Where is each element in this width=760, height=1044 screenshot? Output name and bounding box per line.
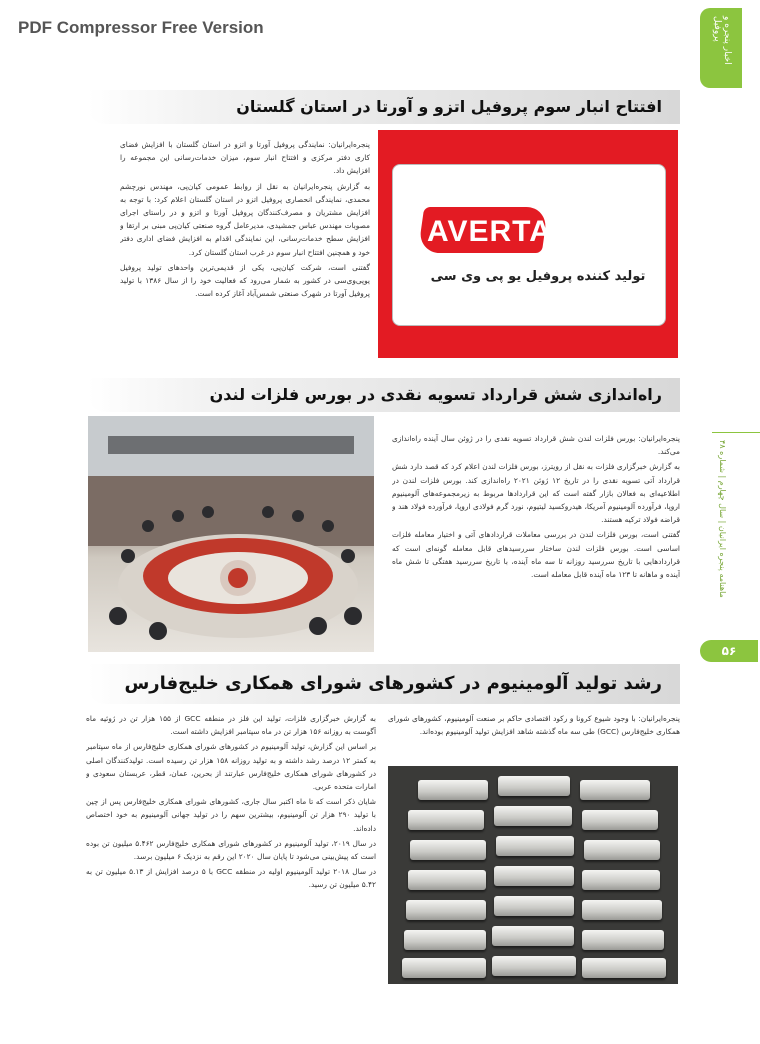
trading-floor-photo [88,416,374,652]
ingot-shape [492,956,576,976]
article-3-paragraph: پنجره‌ایرانیان: با وجود شیوع کرونا و رکود اقتصادی حاکم بر صنعت آلومینیوم، کشورهای شورای همکاری خلیج‌فارس (GCC) طی سه ماه گذشته شاهد افزایش تولید آلومینیوم بوده‌اند. [388,714,680,737]
article-1-body [120,138,370,366]
ingot-shape [494,806,572,826]
article-3-paragraph: در سال ۲۰۱۸ تولید آلومینیوم اولیه در منطقه GCC با ۵ درصد افزایش از ۵.۱۳ میلیون تن به ۵.۴۲ میلیون تن رسید. [86,867,376,890]
ingot-shape [494,896,574,916]
article-3-paragraph: به گزارش خبرگزاری فلزات، تولید این فلز در منطقه GCC از ۱۵۵ هزار تن در ژوئیه ماه آگوست به روزانه ۱۵۶ هزار تن در ماه سپتامبر افزایش داشته است. [86,714,376,737]
article-1-title: افتتاح انبار سوم پروفیل اتزو و آورتا در استان گلستان [88,90,680,124]
ingot-shape [582,930,664,950]
ingot-shape [580,780,650,800]
averta-logo-wordmark: AVERTA [427,215,552,248]
ingot-shape [404,930,486,950]
ingot-shape [582,900,662,920]
article-3-paragraph: بر اساس این گزارش، تولید آلومینیوم در کشورهای شورای همکاری خلیج‌فارس از ماه سپتامبر به کمتر ۱۲ درصد رشد داشته و به تولید روزانه ۱۵۸ هزار تن رسیده است. تولیدکنندگان اصلی در کشورهای شورای همکاری خلیج‌فارس عبارتند از بحرین، عمان، قطر، عربستان سعودی و امارات متحده عربی. [86,742,376,792]
article-2-title: راه‌اندازی شش قرارداد تسویه نقدی در بورس فلزات لندن [88,378,680,412]
aluminium-ingots-photo [388,766,678,984]
averta-logo-image [378,130,678,358]
ingot-shape [582,958,666,978]
page-number: ۵۶ [700,640,758,662]
article-2-paragraph: به گزارش خبرگزاری فلزات به نقل از رویترز، بورس فلزات لندن اعلام کرد که قصد دارد شش قرارداد آتی تسویه نقدی را در تاریخ ۱۲ ژوئن ۲۰۲۱ راه‌اندازی کند. بورس فلزات لندن در اطلاعیه‌ای به فعالان بازار گفته است که این قراردادها مربوط به زیرمجموعه‌های آلومینیوم اروپا، فرآورده آلومینیوم آمریکا، هیدروکسید لیتیوم، نورد گرم فولادی اروپا، فرآورده فولاد هند و قراضه فولاد ترکیه هستند. [392,462,680,525]
ingot-shape [492,926,574,946]
section-tab-label: اخبار پنجره و پروفیل [712,16,732,65]
article-3-title: رشد تولید آلومینیوم در کشورهای شورای همکاری خلیج‌فارس [88,664,680,704]
ingot-shape [494,866,574,886]
ingot-shape [582,870,660,890]
article-3-intro [388,712,680,764]
trading-floor-illustration [88,416,374,652]
magazine-issue-line: ماهنامه پنجره ایرانیان | سال چهارم | شماره ۴۸ [718,440,727,598]
averta-logo-subtitle: تولید کننده پروفیل یو پی وی سی [430,269,646,284]
article-2-body [392,432,680,654]
ingot-shape [408,870,486,890]
ingot-shape [584,840,660,860]
ingot-shape [410,840,486,860]
watermark-text: PDF Compressor Free Version [18,18,264,37]
article-3-body [86,712,376,968]
ingot-shape [496,836,574,856]
article-1-paragraph: پنجره‌ایرانیان: نمایندگی پروفیل آورتا و اتزو در استان گلستان با افزایش فضای کاری دفتر مرکزی و افتتاح انبار سوم، میزان خدمات‌رسانی این مجموعه را افزایش داد. [120,140,370,176]
ingot-shape [402,958,486,978]
article-2-paragraph: پنجره‌ایرانیان: بورس فلزات لندن شش قرارداد تسویه نقدی را در ژوئن سال آینده راه‌اندازی می‌کند. [392,434,680,457]
ingot-shape [498,776,570,796]
article-1-paragraph: گفتنی است، شرکت کیان‌پی، یکی از قدیمی‌ترین واحدهای تولید پروفیل یو‌پی‌وی‌سی در کشور به شمار می‌رود که فعالیت خود را از سال ۱۳۸۶ با تولید پروفیل آورتا در شهرک صنعتی شمس‌آباد آغاز کرده است. [120,262,370,299]
ingot-shape [582,810,658,830]
ingot-shape [418,780,488,800]
article-2-paragraph: گفتنی است، بورس فلزات لندن در بررسی معاملات قراردادهای آتی و اختیار معامله فلزات اساسی است. بورس فلزات لندن ساختار سررسیدهای قابل معامله گونه‌ای است که قراردادهایی با تاریخ سررسید روزانه تا سه ماه آینده، با تاریخ سررسید هفتگی تا شش ماه آینده و ماهانه تا ۱۲۳ ماه آینده قابل معامله است. [392,530,680,580]
article-3-paragraph: شایان ذکر است که تا ماه اکتبر سال جاری، کشورهای شورای همکاری خلیج‌فارس پس از چین با تولید ۲۹۰ هزار تن آلومینیوم، بیشترین سهم را در تولید جهانی آلومینیوم به خود اختصاص داده‌اند. [86,797,376,833]
ingot-shape [408,810,484,830]
article-1-paragraph: به گزارش پنجره‌ایرانیان به نقل از روابط عمومی کیان‌پی، مهندس نورچشم محمدی، نمایندگی انحصاری پروفیل اتزو در استان گلستان اعلام کرد: با توجه به افزایش مشتریان و مصرف‌کنندگان پروفیل آورتا و اتزو و در راستای اجرای مصوبات مهندس عباس جمشیدی، مدیرعامل گروه صنعتی کیان‌پی مبنی بر ارتقا و افزایش سطح خدمات‌رسانی، این نمایندگی اقدام به افزایش فضای اداری دفتر خود و همچنین افتتاح انبار سوم در غرب استان گلستان کرد. [120,181,370,257]
side-divider [712,432,760,433]
article-3-paragraph: در سال ۲۰۱۹، تولید آلومینیوم در کشورهای شورای همکاری خلیج‌فارس ۵.۴۶۲ میلیون تن بوده است که پیش‌بینی می‌شود تا پایان سال ۲۰۲۰ این رقم به نزدیک ۶ میلیون برسد. [86,838,376,862]
averta-logo-panel [392,164,666,326]
ingot-shape [406,900,486,920]
section-tab [700,8,742,88]
